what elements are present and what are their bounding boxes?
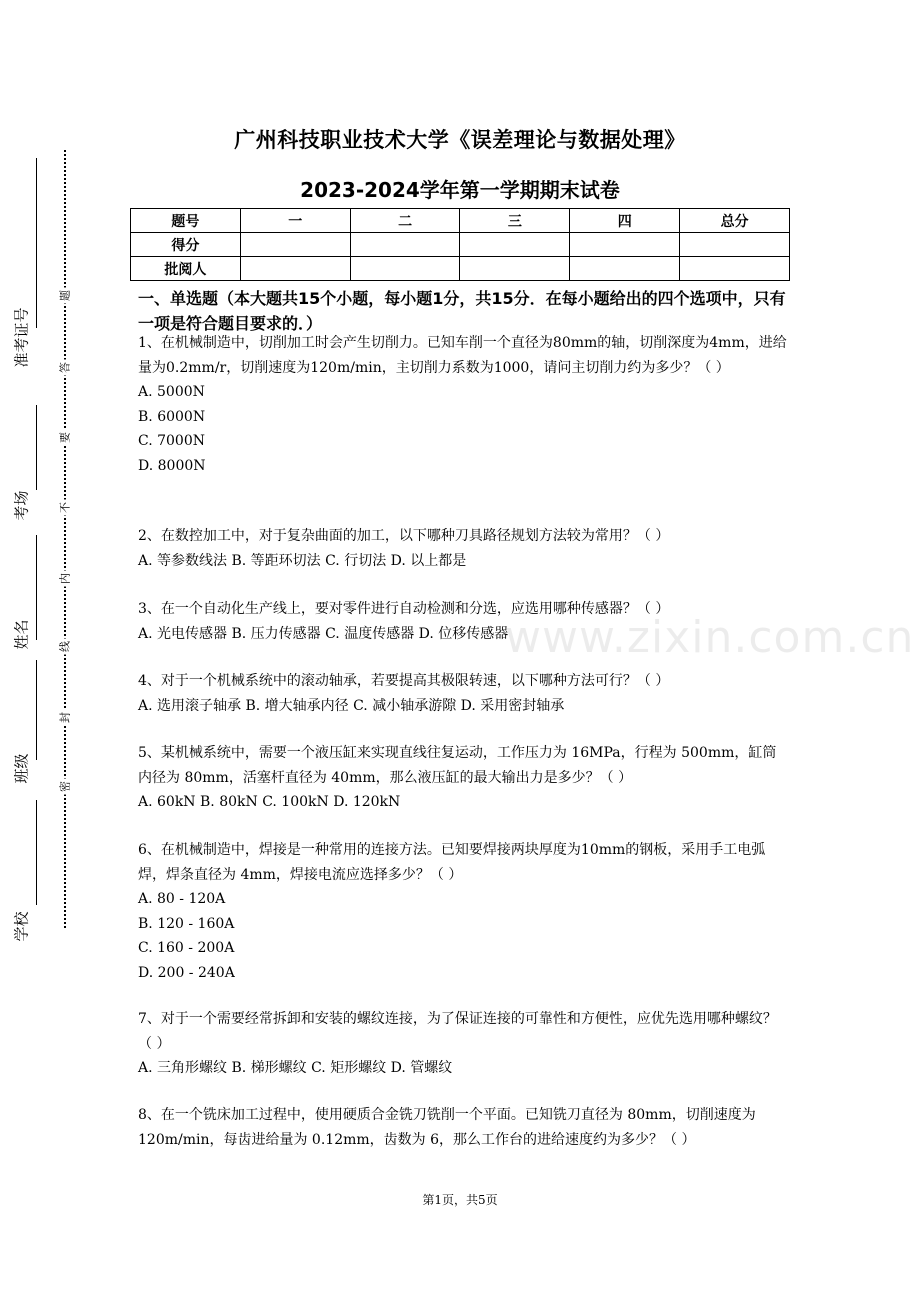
exam-title: 广州科技职业技术大学《误差理论与数据处理》 [234, 128, 686, 152]
option: A. 5000N [138, 384, 205, 400]
option: C. 7000N [138, 433, 205, 449]
question-stem: 2、在数控加工中，对于复杂曲面的加工，以下哪种刀具路径规划方法较为常用？（ ） [138, 528, 670, 544]
score-cell [460, 257, 570, 281]
field-label-school: 学校 [12, 911, 31, 942]
score-cell [680, 233, 790, 257]
question-stem: 4、对于一个机械系统中的滚动轴承，若要提高其极限转速，以下哪种方法可行？（ ） [138, 673, 670, 689]
option: A. 等参数线法 B. 等距环切法 C. 行切法 D. 以上都是 [138, 552, 467, 569]
watermark: www.zixin.com.cn [505, 612, 915, 663]
question-stem: 8、在一个铣床加工过程中，使用硬质合金铣刀铣削一个平面。已知铣刀直径为 80mm，切削速度为 120m/min，每齿进给量为 0.12mm，齿数为 6，那么工作台的进给速度约为多少？（ ） [138, 1107, 756, 1148]
question-stem: 3、在一个自动化生产线上，要对零件进行自动检测和分选，应选用哪种传感器？（ ） [138, 601, 670, 617]
score-cell [460, 233, 570, 257]
score-table-row [131, 233, 790, 257]
question-4 [138, 669, 788, 718]
score-cell [680, 257, 790, 281]
score-cell [570, 233, 680, 257]
question-6 [138, 838, 788, 985]
score-table-header-row [131, 209, 790, 233]
option: A. 选用滚子轴承 B. 增大轴承内径 C. 减小轴承游隙 D. 采用密封轴承 [138, 697, 565, 714]
score-row-label: 得分 [131, 233, 241, 257]
question-stem: 1、在机械制造中，切削加工时会产生切削力。已知车削一个直径为80mm的轴，切削深度为4mm，进给量为0.2mm/r，切削速度为120m/min，主切削力系数为1000，请问主切削力约为多少？（ ） [138, 335, 787, 376]
score-cell [350, 257, 460, 281]
score-cell [240, 233, 350, 257]
question-8 [138, 1103, 788, 1152]
option: D. 200 - 240A [138, 964, 235, 981]
field-label-exam-id: 准考证号 [12, 307, 31, 368]
section-heading: 一、单选题（本大题共15个小题，每小题1分，共15分．在每小题给出的四个选项中，只有一项是符合题目要求的．） [138, 289, 786, 333]
option: A. 60kN B. 80kN C. 100kN D. 120kN [138, 794, 401, 810]
seal-char: 不 [60, 500, 71, 516]
field-line-name [36, 535, 37, 640]
score-header-cell: 三 [460, 209, 570, 233]
option: C. 160 - 200A [138, 940, 235, 956]
field-line-class [36, 660, 37, 760]
option: A. 三角形螺纹 B. 梯形螺纹 C. 矩形螺纹 D. 管螺纹 [138, 1060, 453, 1076]
field-label-class: 班级 [12, 753, 31, 784]
score-header-cell: 题号 [131, 209, 241, 233]
question-7 [138, 1007, 788, 1081]
question-stem: 6、在机械制造中，焊接是一种常用的连接方法。已知要焊接两块厚度为10mm的钢板，采用手工电弧焊，焊条直径为 4mm，焊接电流应选择多少？（ ） [138, 842, 766, 883]
page-footer: 第1页，共5页 [422, 1193, 498, 1207]
question-5 [138, 741, 788, 815]
seal-char: 要 [60, 430, 71, 446]
question-stem: 5、某机械系统中，需要一个液压缸来实现直线往复运动，工作压力为 16MPa，行程为 500mm，缸筒内径为 80mm，活塞杆直径为 40mm，那么液压缸的最大输出力是多少？（ ） [138, 745, 777, 786]
option: B. 120 - 160A [138, 915, 235, 932]
field-label-exam-room: 考场 [12, 490, 31, 521]
score-table-row [131, 257, 790, 281]
question-2 [138, 524, 788, 573]
score-table [130, 208, 790, 281]
seal-char: 封 [60, 710, 71, 726]
option: A. 光电传感器 B. 压力传感器 C. 温度传感器 D. 位移传感器 [138, 625, 509, 642]
score-header-cell: 二 [350, 209, 460, 233]
field-label-name: 姓名 [12, 619, 31, 650]
field-line-school [36, 800, 37, 905]
question-1 [138, 331, 788, 478]
seal-char: 密 [60, 779, 71, 795]
exam-subtitle: 2023-2024学年第一学期期末试卷 [300, 178, 620, 202]
field-line-exam-id [36, 158, 37, 328]
score-header-cell: 总分 [680, 209, 790, 233]
seal-dotted-line [64, 150, 66, 928]
option: B. 6000N [138, 408, 206, 425]
field-line-exam-room [36, 405, 37, 490]
seal-char: 内 [60, 571, 71, 587]
question-stem: 7、对于一个需要经常拆卸和安装的螺纹连接，为了保证连接的可靠性和方便性，应优先选用哪种螺纹？（ ） [138, 1011, 777, 1052]
score-header-cell: 一 [240, 209, 350, 233]
score-cell [350, 233, 460, 257]
seal-char: 线 [60, 639, 71, 655]
option: D. 8000N [138, 457, 206, 474]
option: A. 80 - 120A [138, 891, 226, 907]
score-cell [240, 257, 350, 281]
score-row-label: 批阅人 [131, 257, 241, 281]
score-header-cell: 四 [570, 209, 680, 233]
binding-margin [0, 0, 90, 1302]
score-cell [570, 257, 680, 281]
seal-char: 题 [60, 288, 71, 304]
seal-char: 答 [60, 360, 71, 376]
